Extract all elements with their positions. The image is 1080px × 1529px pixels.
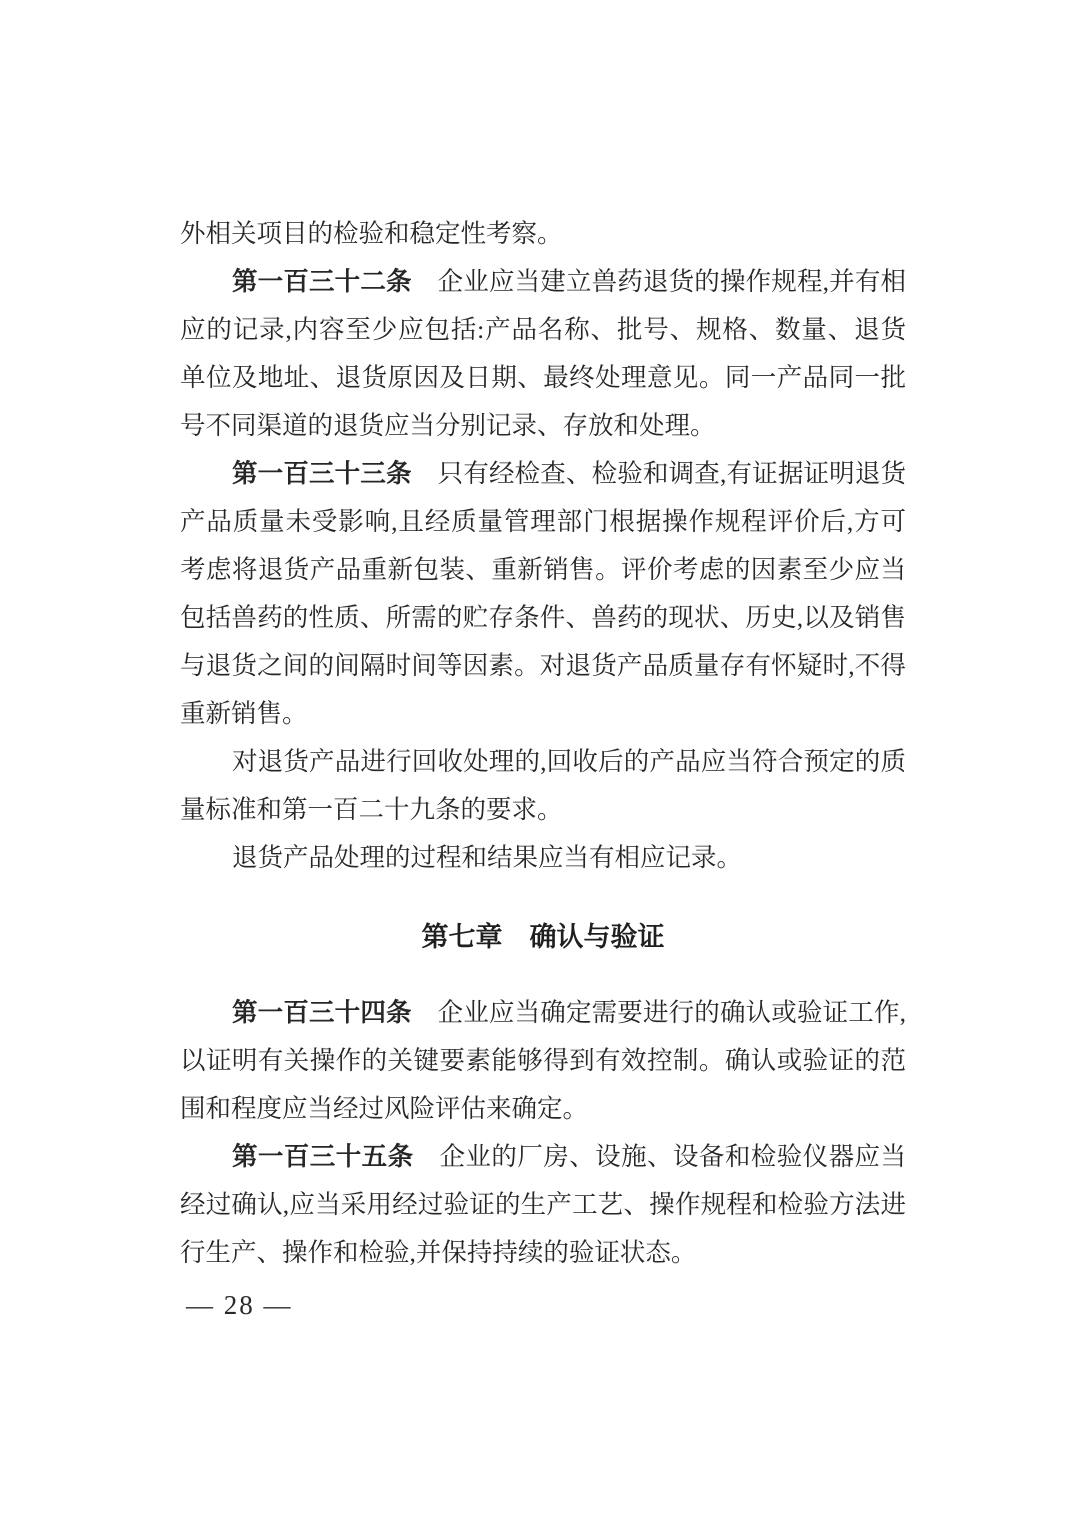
chapter-title: 确认与验证 [529, 922, 665, 952]
paragraph-record [180, 834, 906, 882]
page-number: — 28 — [186, 1290, 293, 1320]
article-133-text: 只有经检查、检验和调查,有证据证明退货产品质量未受影响,且经质量管理部门根据操作规程评价后,方可考虑将退货产品重新包装、重新销售。评价考虑的因素至少应当包括兽药的性质、所需的贮存条件、兽药的现状、历史,以及销售与退货之间的间隔时间等因素。对退货产品质量存有怀疑时,不得重新销售。 [180, 459, 906, 728]
document-body [180, 210, 906, 1277]
paragraph-article-133 [180, 450, 906, 738]
article-133-number: 第一百三十三条 [232, 460, 412, 488]
paragraph-text: 对退货产品进行回收处理的,回收后的产品应当符合预定的质量标准和第一百二十九条的要求。 [180, 747, 906, 824]
article-134-text: 企业应当确定需要进行的确认或验证工作,以证明有关操作的关键要素能够得到有效控制。确认或验证的范围和程度应当经过风险评估来确定。 [180, 998, 906, 1123]
chapter-7-heading [180, 913, 906, 961]
article-132-text: 企业应当建立兽药退货的操作规程,并有相应的记录,内容至少应包括:产品名称、批号、规格、数量、退货单位及地址、退货原因及日期、最终处理意见。同一产品同一批号不同渠道的退货应当分别记录、存放和处理。 [180, 267, 906, 440]
chapter-number: 第七章 [421, 922, 503, 952]
article-134-number: 第一百三十四条 [232, 999, 412, 1027]
article-135-text: 企业的厂房、设施、设备和检验仪器应当经过确认,应当采用经过验证的生产工艺、操作规程和检验方法进行生产、操作和检验,并保持持续的验证状态。 [180, 1142, 906, 1267]
paragraph-text: 外相关项目的检验和稳定性考察。 [180, 219, 563, 248]
paragraph-continuation [180, 210, 906, 258]
paragraph-article-135 [180, 1133, 906, 1277]
paragraph-text: 退货产品处理的过程和结果应当有相应记录。 [232, 843, 743, 872]
article-132-number: 第一百三十二条 [232, 268, 412, 296]
paragraph-article-132 [180, 258, 906, 450]
article-135-number: 第一百三十五条 [232, 1143, 414, 1171]
paragraph-article-134 [180, 989, 906, 1133]
paragraph-recall [180, 738, 906, 834]
